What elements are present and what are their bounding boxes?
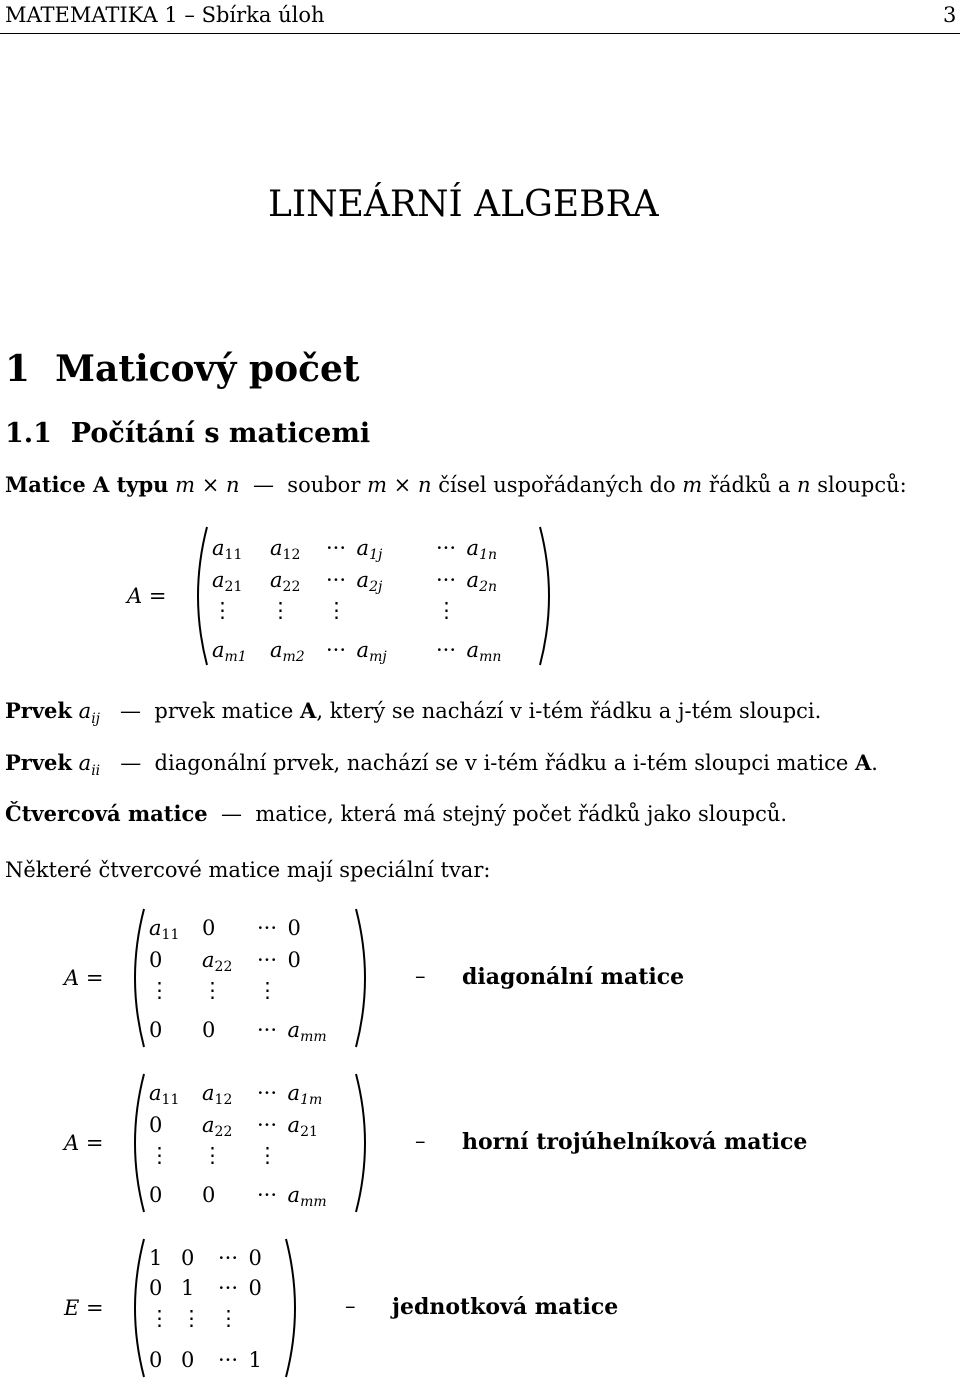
left-paren bbox=[122, 1072, 148, 1214]
document-title: LINEÁRNÍ ALGEBRA bbox=[268, 184, 659, 225]
matrix-cell: ⋮ bbox=[270, 598, 291, 622]
matrix-cell: $a_{12}$ bbox=[270, 536, 301, 563]
matrix-cell: $a_{22}$ bbox=[270, 568, 301, 595]
matrix-cell: $a_{11}$ bbox=[149, 916, 180, 943]
matrix-cell: $a_{m2}$ bbox=[270, 638, 305, 665]
page-number: 3 bbox=[943, 3, 957, 27]
section-heading bbox=[5, 348, 360, 390]
matrix-cell: ··· 0 bbox=[257, 916, 301, 940]
matrix-cell: ⋮ bbox=[202, 1143, 223, 1167]
matrix-cell: ⋮ bbox=[257, 1143, 278, 1167]
left-paren bbox=[122, 1237, 148, 1379]
header-rule bbox=[0, 33, 960, 34]
matrix-cell: ··· $a_{mn}$ bbox=[436, 638, 502, 665]
matrix-cell: $a_{12}$ bbox=[202, 1081, 233, 1108]
section-number: 1 bbox=[5, 348, 31, 390]
matrix-cell: ⋮ bbox=[202, 978, 223, 1002]
matrix-cell: 0 bbox=[149, 1183, 163, 1207]
identity-matrix-lhs: E = bbox=[64, 1296, 104, 1320]
matrix-cell: $a_{22}$ bbox=[202, 1113, 233, 1140]
matrix-cell: ⋮ bbox=[212, 598, 233, 622]
matrix-cell: ··· 0 bbox=[218, 1276, 262, 1300]
matrix-cell: 0 bbox=[181, 1348, 195, 1372]
subsection-title: Počítání s maticemi bbox=[70, 418, 371, 449]
matrix-cell: 0 bbox=[149, 1348, 163, 1372]
triangular-matrix-lhs: A = bbox=[64, 1131, 104, 1155]
matrix-definition: Matice A typu m × n — soubor m × n čísel uspořádaných do m řádků a n sloupců: bbox=[5, 472, 907, 497]
matrix-cell: ··· $a_{21}$ bbox=[257, 1113, 318, 1140]
matrix-cell: 0 bbox=[202, 1018, 216, 1042]
matrix-cell: ⋮ bbox=[149, 1306, 170, 1330]
matrix-cell: ⋮ bbox=[149, 978, 170, 1002]
matrix-cell: $a_{11}$ bbox=[212, 536, 243, 563]
matrix-cell: $a_{21}$ bbox=[212, 568, 243, 595]
matrix-cell: ··· $a_{mj}$ bbox=[326, 638, 387, 665]
diagonal-matrix-label: diagonální matice bbox=[462, 964, 685, 990]
special-matrices-intro: Některé čtvercové matice mají speciální tvar: bbox=[5, 858, 491, 882]
label-dash: – bbox=[345, 1294, 356, 1318]
matrix-cell: ⋮ bbox=[436, 598, 457, 622]
matrix-cell: ··· $a_{mm}$ bbox=[257, 1183, 327, 1210]
matrix-cell: $a_{m1}$ bbox=[212, 638, 247, 665]
right-paren bbox=[282, 1237, 308, 1379]
label-dash: – bbox=[415, 964, 426, 988]
matrix-cell: 0 bbox=[181, 1246, 195, 1270]
left-paren bbox=[122, 907, 148, 1049]
term-matrix: Matice A typu bbox=[5, 472, 169, 497]
matrix-cell: ··· 1 bbox=[218, 1348, 262, 1372]
matrix-cell: 1 bbox=[149, 1246, 163, 1270]
right-paren bbox=[352, 907, 378, 1049]
matrix-cell: 1 bbox=[181, 1276, 195, 1300]
diagonal-matrix-lhs: A = bbox=[64, 966, 104, 990]
matrix-cell: 0 bbox=[202, 916, 216, 940]
subsection-heading bbox=[5, 418, 370, 449]
general-matrix-lhs: A = bbox=[127, 584, 167, 608]
left-paren bbox=[185, 525, 211, 667]
running-header: MATEMATIKA 1 – Sbírka úloh bbox=[5, 3, 325, 27]
matrix-cell: ··· 0 bbox=[218, 1246, 262, 1270]
matrix-cell: ⋮ bbox=[149, 1143, 170, 1167]
matrix-cell: ··· 0 bbox=[257, 948, 301, 972]
subsection-number: 1.1 bbox=[5, 418, 52, 449]
definition-diagonal-element: Prvek $a_{ii}$ — diagonální prvek, nachází se v i-tém řádku a i-tém sloupci matice A. bbox=[5, 750, 878, 780]
matrix-cell: 0 bbox=[149, 948, 163, 972]
matrix-cell: 0 bbox=[202, 1183, 216, 1207]
matrix-cell: 0 bbox=[149, 1113, 163, 1137]
matrix-cell: ··· $a_{1j}$ bbox=[326, 536, 383, 563]
upper-triangular-matrix-label: horní trojúhelníková matice bbox=[462, 1129, 808, 1155]
matrix-cell: 0 bbox=[149, 1018, 163, 1042]
matrix-cell: 0 bbox=[149, 1276, 163, 1300]
definition-element: Prvek $a_{ij}$ — prvek matice A, který se nachází v i-tém řádku a j-tém sloupci. bbox=[5, 698, 822, 728]
matrix-cell: ··· $a_{1m}$ bbox=[257, 1081, 323, 1108]
right-paren bbox=[352, 1072, 378, 1214]
matrix-cell: ⋮ bbox=[326, 598, 347, 622]
identity-matrix-label: jednotková matice bbox=[392, 1294, 619, 1320]
label-dash: – bbox=[415, 1129, 426, 1153]
matrix-cell: ⋮ bbox=[218, 1306, 239, 1330]
matrix-cell: ··· $a_{1n}$ bbox=[436, 536, 497, 563]
matrix-cell: ⋮ bbox=[181, 1306, 202, 1330]
definition-square-matrix: Čtvercová matice — matice, která má stejný počet řádků jako sloupců. bbox=[5, 801, 788, 826]
matrix-cell: ⋮ bbox=[257, 978, 278, 1002]
section-title: Maticový počet bbox=[55, 348, 360, 390]
right-paren bbox=[536, 525, 562, 667]
matrix-cell: ··· $a_{2n}$ bbox=[436, 568, 497, 595]
matrix-cell: $a_{11}$ bbox=[149, 1081, 180, 1108]
matrix-cell: $a_{22}$ bbox=[202, 948, 233, 975]
matrix-cell: ··· $a_{mm}$ bbox=[257, 1018, 327, 1045]
matrix-cell: ··· $a_{2j}$ bbox=[326, 568, 383, 595]
